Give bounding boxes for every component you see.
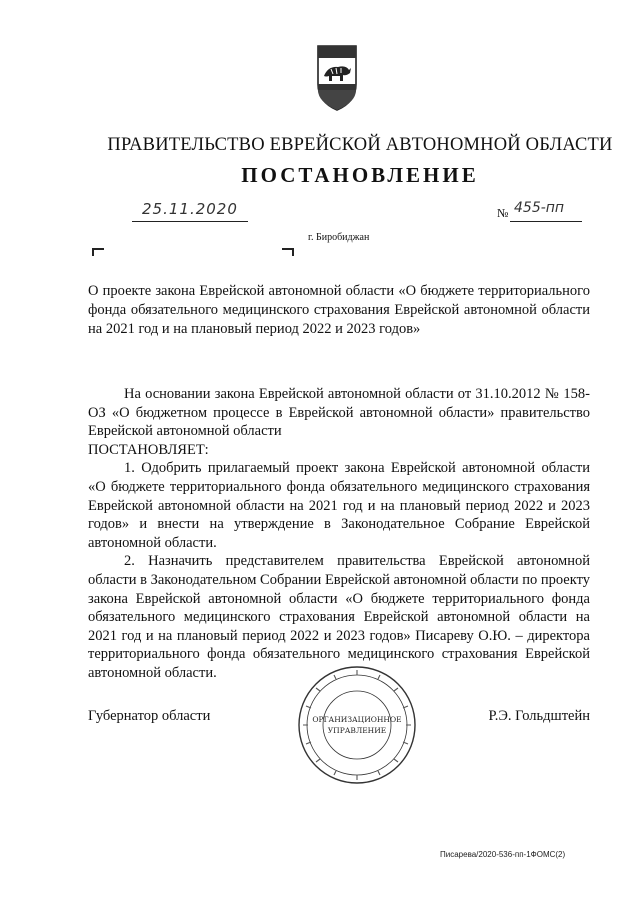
stamp-text-line1: ОРГАНИЗАЦИОННОЕ [312, 715, 402, 724]
item-1-paragraph: 1. Одобрить прилагаемый проект закона Еврейской автономной области «О бюджете территориального фонда обязательного медицинского страхования Еврейской автономной области на 2021 год и на плановый период 2022 и 2023 годов» и внести на утверждение в Законодательное Собрание Еврейской автономной области. [88, 460, 590, 551]
document-date: 25.11.2020 [132, 200, 248, 222]
stamp-text-line2: УПРАВЛЕНИЕ [327, 726, 387, 735]
document-body [88, 385, 590, 683]
coat-of-arms-emblem [316, 40, 358, 112]
official-stamp [296, 664, 418, 786]
number-label: № [497, 206, 509, 220]
item-2-paragraph: 2. Назначить представителем правительства Еврейской автономной области в Законодательном Собрании Еврейской автономной области по проекту закона Еврейской автономной области «О бюджете территориального фонда обязательного медицинского страхования Еврейской автономной области на 2021 год и на плановый период 2022 и 2023 годов» Писареву О.Ю. – директора территориального фонда обязательного медицинского страхования Еврейской автономной области. [88, 553, 590, 681]
footer-reference: Писарева/2020-536-пп-1ФОМС(2) [440, 850, 566, 859]
city-name: г. Биробиджан [308, 232, 370, 243]
decree-word: ПОСТАНОВЛЯЕТ: [88, 441, 209, 458]
signatory-name: Р.Э. Гольдштейн [488, 708, 590, 724]
signatory-title: Губернатор области [88, 708, 211, 724]
document-subject: О проекте закона Еврейской автономной области «О бюджете территориального фонда обязательного медицинского страхования Еврейской автономной области на 2021 год и на плановый период 2022 и 2023 годов» [88, 283, 590, 337]
subject-bracket-right [282, 248, 294, 256]
preamble-paragraph: На основании закона Еврейской автономной области от 31.10.2012 № 158-ОЗ «О бюджетном процессе в Еврейской автономной области» правительство Еврейской автономной области [88, 386, 590, 440]
government-title: ПРАВИТЕЛЬСТВО ЕВРЕЙСКОЙ АВТОНОМНОЙ ОБЛАСТИ [107, 135, 613, 155]
document-type-title: ПОСТАНОВЛЕНИЕ [241, 163, 479, 187]
subject-bracket-left [92, 248, 104, 256]
document-number: 455-пп [510, 200, 582, 222]
